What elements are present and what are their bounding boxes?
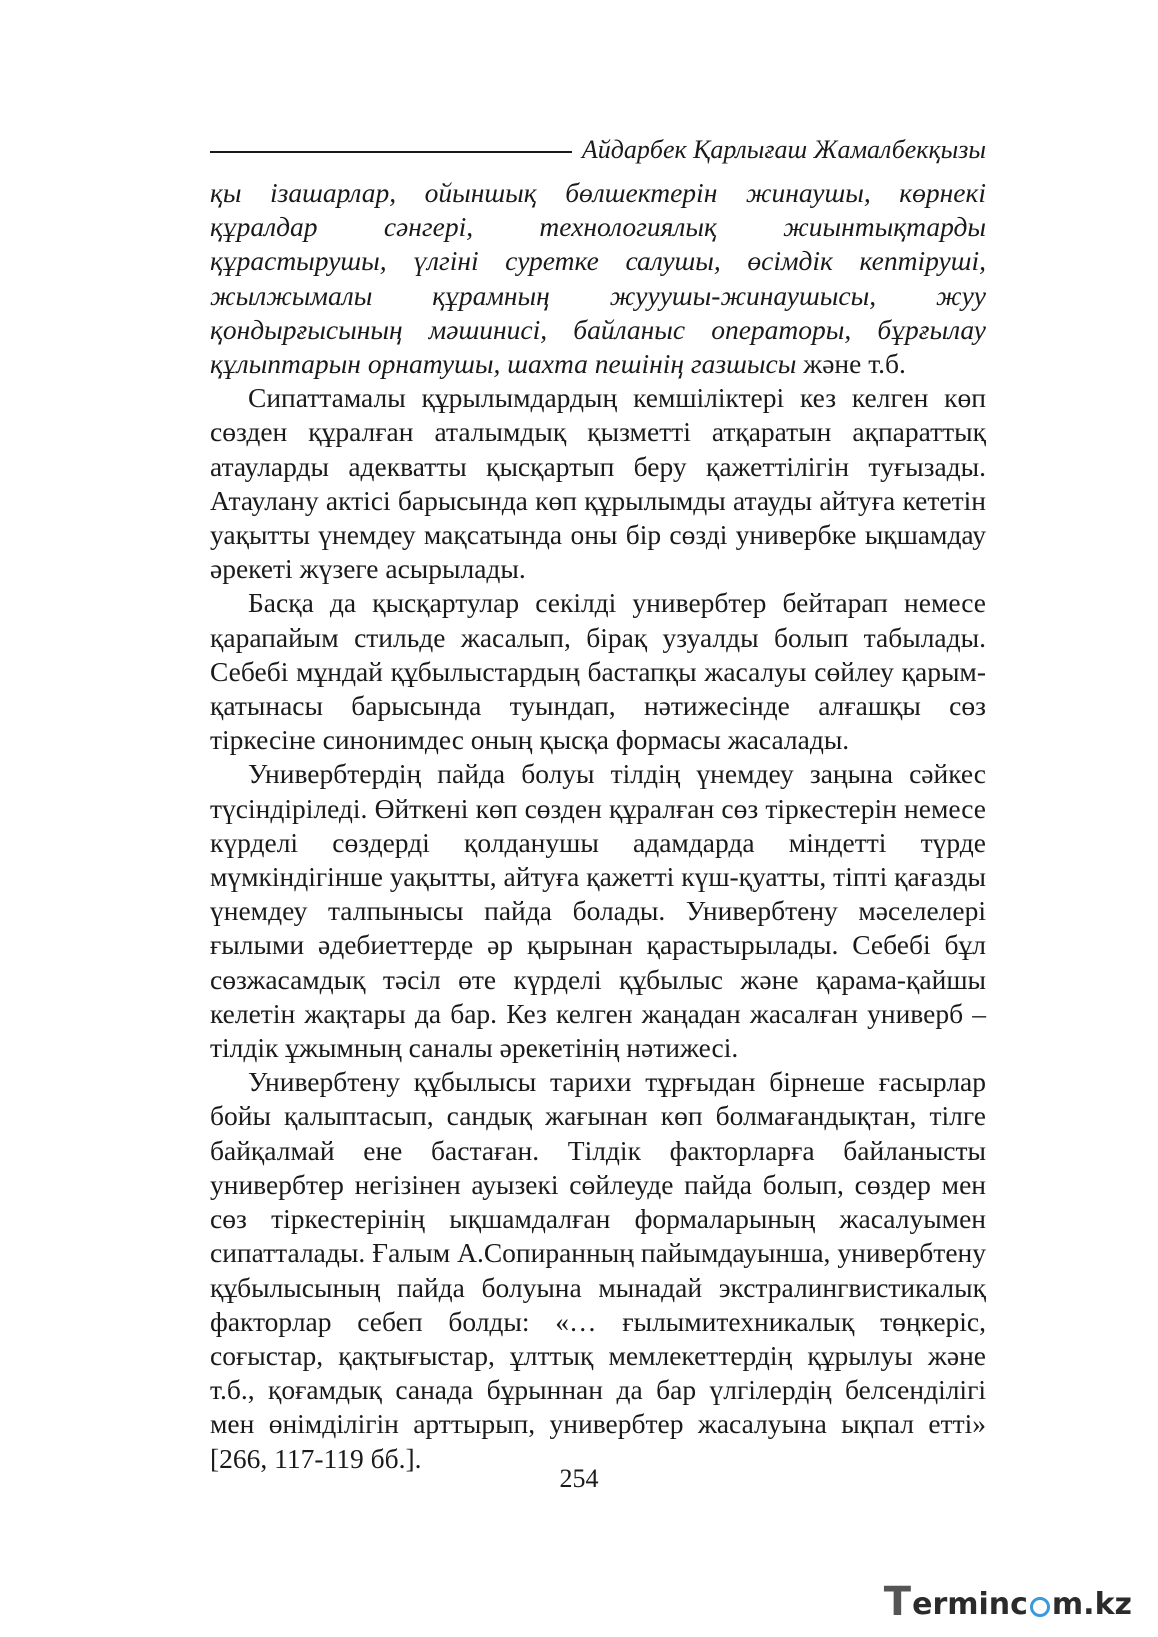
paragraph-continued bbox=[210, 176, 986, 381]
watermark-text-b: m.kz bbox=[1051, 1587, 1132, 1622]
watermark-ring-icon bbox=[1030, 1597, 1050, 1617]
body-text bbox=[210, 176, 986, 1476]
header-author: Айдарбек Қарлығаш Жамалбекқызы bbox=[581, 135, 986, 164]
watermark-t: T bbox=[883, 1579, 912, 1625]
paragraph: Сипаттамалы құрылымдардың кемшіліктері кез келген көп сөзден құралған аталымдық қызметті атқаратын ақпараттық атауларды адекватты қысқартып беру қажеттілігін туғызады. Атаулану актісі барысында көп құрылымды атауды айтуға кететін уақытты үнемдеу мақсатында оны бір сөзді универбке ықшамдау әрекеті жүзеге асырылады. bbox=[210, 382, 986, 585]
page-number: 254 bbox=[559, 1464, 599, 1493]
termincom-watermark bbox=[883, 1578, 1132, 1625]
running-header bbox=[210, 130, 986, 170]
header-rule bbox=[210, 151, 572, 153]
italic-list-text: қы ізашарлар, ойыншық бөлшектерін жинаушы, көрнекі құралдар сәнгері, технологиялық жиынтықтарды құрастырушы, үлгіні суретке салушы, өсімдік кептіруші, жылжымалы құрамның жууушы-жинаушысы, жуу қондырғысының мәшинисі, байланыс операторы, бұрғылау құлыптарын орнатушы, шахта пешінің газшысы bbox=[210, 177, 986, 380]
paragraph: Басқа да қысқартулар секілді универбтер бейтарап немесе қарапайым стильде жасалып, бірақ узуалды болып табылады. Себебі мұндай құбылыстардың бастапқы жасалуы сөйлеу қарым-қатынасы барысында туындап, нәтижесінде алғашқы сөз тіркесіне синонимдес оның қысқа формасы жасалады. bbox=[210, 587, 986, 756]
paragraph: Универбтену құбылысы тарихи тұрғыдан бірнеше ғасырлар бойы қалыптасып, сандық жағынан көп болмағандықтан, тілге байқалмай ене бастаған. Тілдік факторларға байланысты универбтер негізінен ауызекі сөйлеуде пайда болып, сөздер мен сөз тіркестерінің ықшамдалған формаларының жасалуымен сипатталады. Ғалым А.Сопиранның пайымдауынша, универбтену құбылысының пайда болуына мынадай экстралингвистикалық факторлар себеп болды: «… ғылымитехникалық төңкеріс, соғыстар, қақтығыстар, ұлттық мемлекеттердің құрылуы және т.б., қоғамдық санада бұрыннан да бар үлгілердің белсенділігі мен өнімділігін арттырып, универбтер жасалуына ықпал етті» [266, 117-119 бб.]. bbox=[210, 1066, 986, 1474]
list-tail-text: және т.б. bbox=[796, 348, 906, 380]
paragraph: Универбтердің пайда болуы тілдің үнемдеу заңына сәйкес түсіндіріледі. Өйткені көп сөзден құралған сөз тіркестерін немесе күрделі сөздерді қолданушы адамдарда міндетті түрде мүмкіндігінше уақытты, айтуға қажетті күш-қуатты, тіпті қағазды үнемдеу талпынысы пайда болады. Универбтену мәселелері ғылыми әдебиеттерде әр қырынан қарастырылады. Себебі бұл сөзжасамдық тәсіл өте күрделі құбылыс және қарама-қайшы келетін жақтары да бар. Кез келген жаңадан жасалған универб – тілдік ұжымның саналы әрекетінің нәтижесі. bbox=[210, 758, 986, 1064]
watermark-text-a: erminc bbox=[912, 1587, 1028, 1622]
